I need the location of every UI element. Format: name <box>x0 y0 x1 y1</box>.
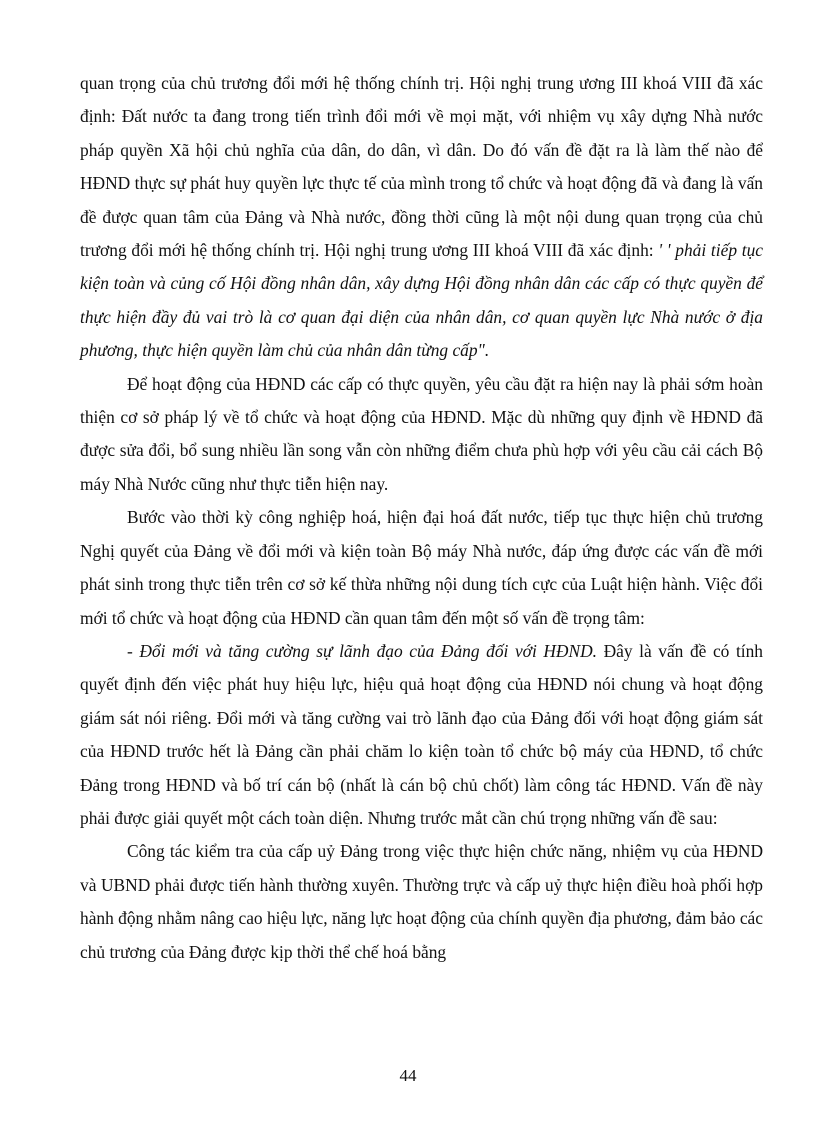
paragraph-4-dash: - <box>127 640 140 661</box>
paragraph-4 <box>80 635 763 835</box>
paragraph-3: Bước vào thời kỳ công nghiệp hoá, hiện đại hoá đất nước, tiếp tục thực hiện chủ trương Nghị quyết của Đảng về đổi mới và kiện toàn Bộ máy Nhà nước, đáp ứng được các vấn đề mới phát sinh trong thực tiễn trên cơ sở kế thừa những nội dung tích cực của Luật hiện hành. Việc đổi mới tổ chức và hoạt động của HĐND cần quan tâm đến một số vấn đề trọng tâm: <box>80 507 763 628</box>
paragraph-4-heading: Đổi mới và tăng cường sự lãnh đạo của Đảng đối với HĐND. <box>139 640 597 661</box>
paragraph-1-quote: ' ' phải tiếp tục kiện toàn và củng cố Hội đồng nhân dân, xây dựng Hội đồng nhân dân các cấp có thực quyền để thực hiện đầy đủ vai trò là cơ quan đại diện của nhân dân, cơ quan quyền lực Nhà nước ở địa phương, thực hiện quyền làm chủ của nhân dân từng cấp". <box>80 240 763 361</box>
paragraph-2: Để hoạt động của HĐND các cấp có thực quyền, yêu cầu đặt ra hiện nay là phải sớm hoàn thiện cơ sở pháp lý về tổ chức và hoạt động của HĐND. Mặc dù những quy định về HĐND đã được sửa đổi, bổ sung nhiều lần song vẫn còn những điểm chưa phù hợp với yêu cầu cải cách Bộ máy Nhà Nước cũng như thực tiễn hiện nay. <box>80 373 763 494</box>
paragraph-5: Công tác kiểm tra của cấp uỷ Đảng trong việc thực hiện chức năng, nhiệm vụ của HĐND và UBND phải được tiến hành thường xuyên. Thường trực và cấp uỷ thực hiện điều hoà phối hợp hành động nhằm nâng cao hiệu lực, năng lực hoạt động của chính quyền địa phương, đảm bảo các chủ trương của Đảng được kịp thời thể chế hoá bằng <box>80 841 763 962</box>
paragraph-4-text: Đây là vấn đề có tính quyết định đến việc phát huy hiệu lực, hiệu quả hoạt động của HĐND nói chung và hoạt động giám sát nói riêng. Đổi mới và tăng cường vai trò lãnh đạo của Đảng đối với hoạt động giám sát của HĐND trước hết là Đảng cần phải chăm lo kiện toàn tổ chức bộ máy của HĐND, tổ chức Đảng trong HĐND và bố trí cán bộ (nhất là cán bộ chủ chốt) làm công tác HĐND. Vấn đề này phải được giải quyết một cách toàn diện. Nhưng trước mắt cần chú trọng những vấn đề sau: <box>80 640 763 828</box>
page-number: 44 <box>399 1066 417 1085</box>
paragraph-1 <box>80 67 763 368</box>
document-body <box>80 67 763 969</box>
paragraph-1-text: quan trọng của chủ trương đổi mới hệ thống chính trị. Hội nghị trung ương III khoá VIII đã xác định: Đất nước ta đang trong tiến trình đổi mới về mọi mặt, với nhiệm vụ xây dựng Nhà nước pháp quyền Xã hội chủ nghĩa của dân, do dân, vì dân. Do đó vấn đề đặt ra là làm thế nào để HĐND thực sự phát huy quyền lực thực tế của mình trong tổ chức và hoạt động đã và đang là vấn đề được quan tâm của Đảng và Nhà nước, đồng thời cũng là một nội dung quan trọng của chủ trương đổi mới hệ thống chính trị. Hội nghị trung ương III khoá VIII đã xác định: <box>80 73 763 261</box>
